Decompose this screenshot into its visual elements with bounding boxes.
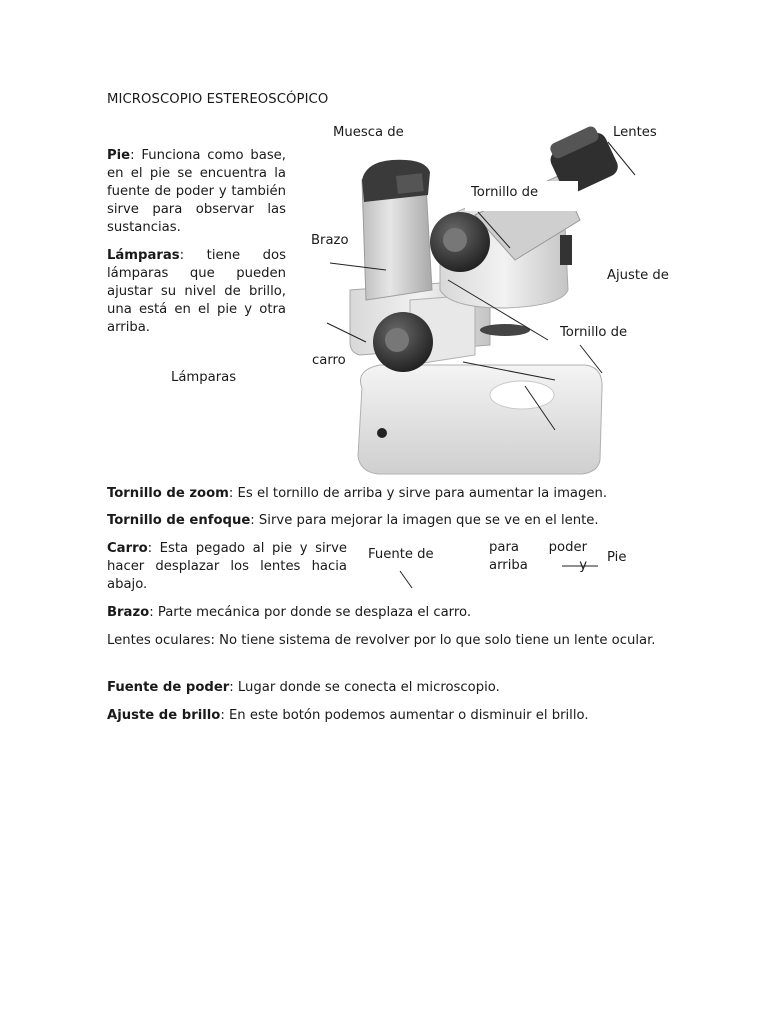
microscope-illustration	[300, 120, 640, 480]
label-tornillo-top-box	[465, 181, 578, 211]
text-enfoque: : Sirve para mejorar la imagen que se ve en el lente.	[250, 513, 599, 528]
text-zoom: : Es el tornillo de arriba y sirve para aumentar la imagen.	[228, 486, 608, 501]
label-fuente: Fuente de	[368, 547, 434, 562]
label-tornillo-mid: Tornillo de	[560, 325, 628, 340]
label-lentes: Lentes	[613, 125, 657, 140]
definition-enfoque	[107, 512, 667, 530]
text-carro: : Esta pegado al pie y sirve hacer desplazar los lentes hacia abajo.	[107, 541, 347, 592]
term-enfoque: Tornillo de enfoque	[107, 513, 251, 528]
base-shape	[358, 365, 602, 474]
label-pie: Pie	[607, 550, 627, 565]
text-brazo: : Parte mecánica por donde se desplaza el carro.	[149, 605, 472, 620]
term-lamparas: Lámparas	[107, 248, 180, 263]
zoom-knob-shape	[430, 212, 490, 272]
text-lamparas: : tiene dos lámparas que pueden ajustar su nivel de brillo, una está en el pie y otra arriba.	[107, 248, 286, 335]
text-pie: : Funciona como base, en el pie se encuentra la fuente de poder y también sirve para observar las sustancias.	[107, 148, 286, 235]
definition-zoom	[107, 485, 667, 503]
definition-carro	[107, 540, 347, 594]
paragraph-lamparas	[107, 247, 286, 337]
term-brillo: Ajuste de brillo	[107, 708, 221, 723]
term-pie: Pie	[107, 148, 131, 163]
arm-shape	[362, 160, 432, 300]
definition-lentes: Lentes oculares: No tiene sistema de revolver por lo que solo tiene un lente ocular.	[107, 633, 656, 648]
pie-leader-line	[560, 560, 600, 572]
label-brazo: Brazo	[311, 233, 349, 248]
label-lamparas: Lámparas	[171, 370, 237, 385]
paragraph-pie	[107, 147, 286, 237]
label-arriba-y: arriba y	[489, 558, 587, 573]
definition-brillo	[107, 707, 667, 725]
definition-brazo	[107, 604, 667, 622]
page-title: MICROSCOPIO ESTEREOSCÓPICO	[107, 92, 329, 107]
label-muesca: Muesca de	[333, 125, 404, 140]
text-fuente: : Lugar donde se conecta el microscopio.	[229, 680, 500, 695]
text-brillo: : En este botón podemos aumentar o disminuir el brillo.	[220, 708, 589, 723]
label-tornillo-top: Tornillo de	[471, 185, 539, 200]
term-zoom: Tornillo de zoom	[107, 486, 229, 501]
term-carro: Carro	[107, 541, 148, 556]
label-carro: carro	[312, 353, 346, 368]
definition-fuente	[107, 679, 667, 697]
fuente-leader-line	[380, 566, 420, 592]
label-ajuste: Ajuste de	[607, 268, 669, 283]
focus-knob-shape	[373, 312, 433, 372]
term-fuente: Fuente de poder	[107, 680, 230, 695]
term-brazo: Brazo	[107, 605, 150, 620]
label-para-poder: para poder	[489, 540, 587, 555]
